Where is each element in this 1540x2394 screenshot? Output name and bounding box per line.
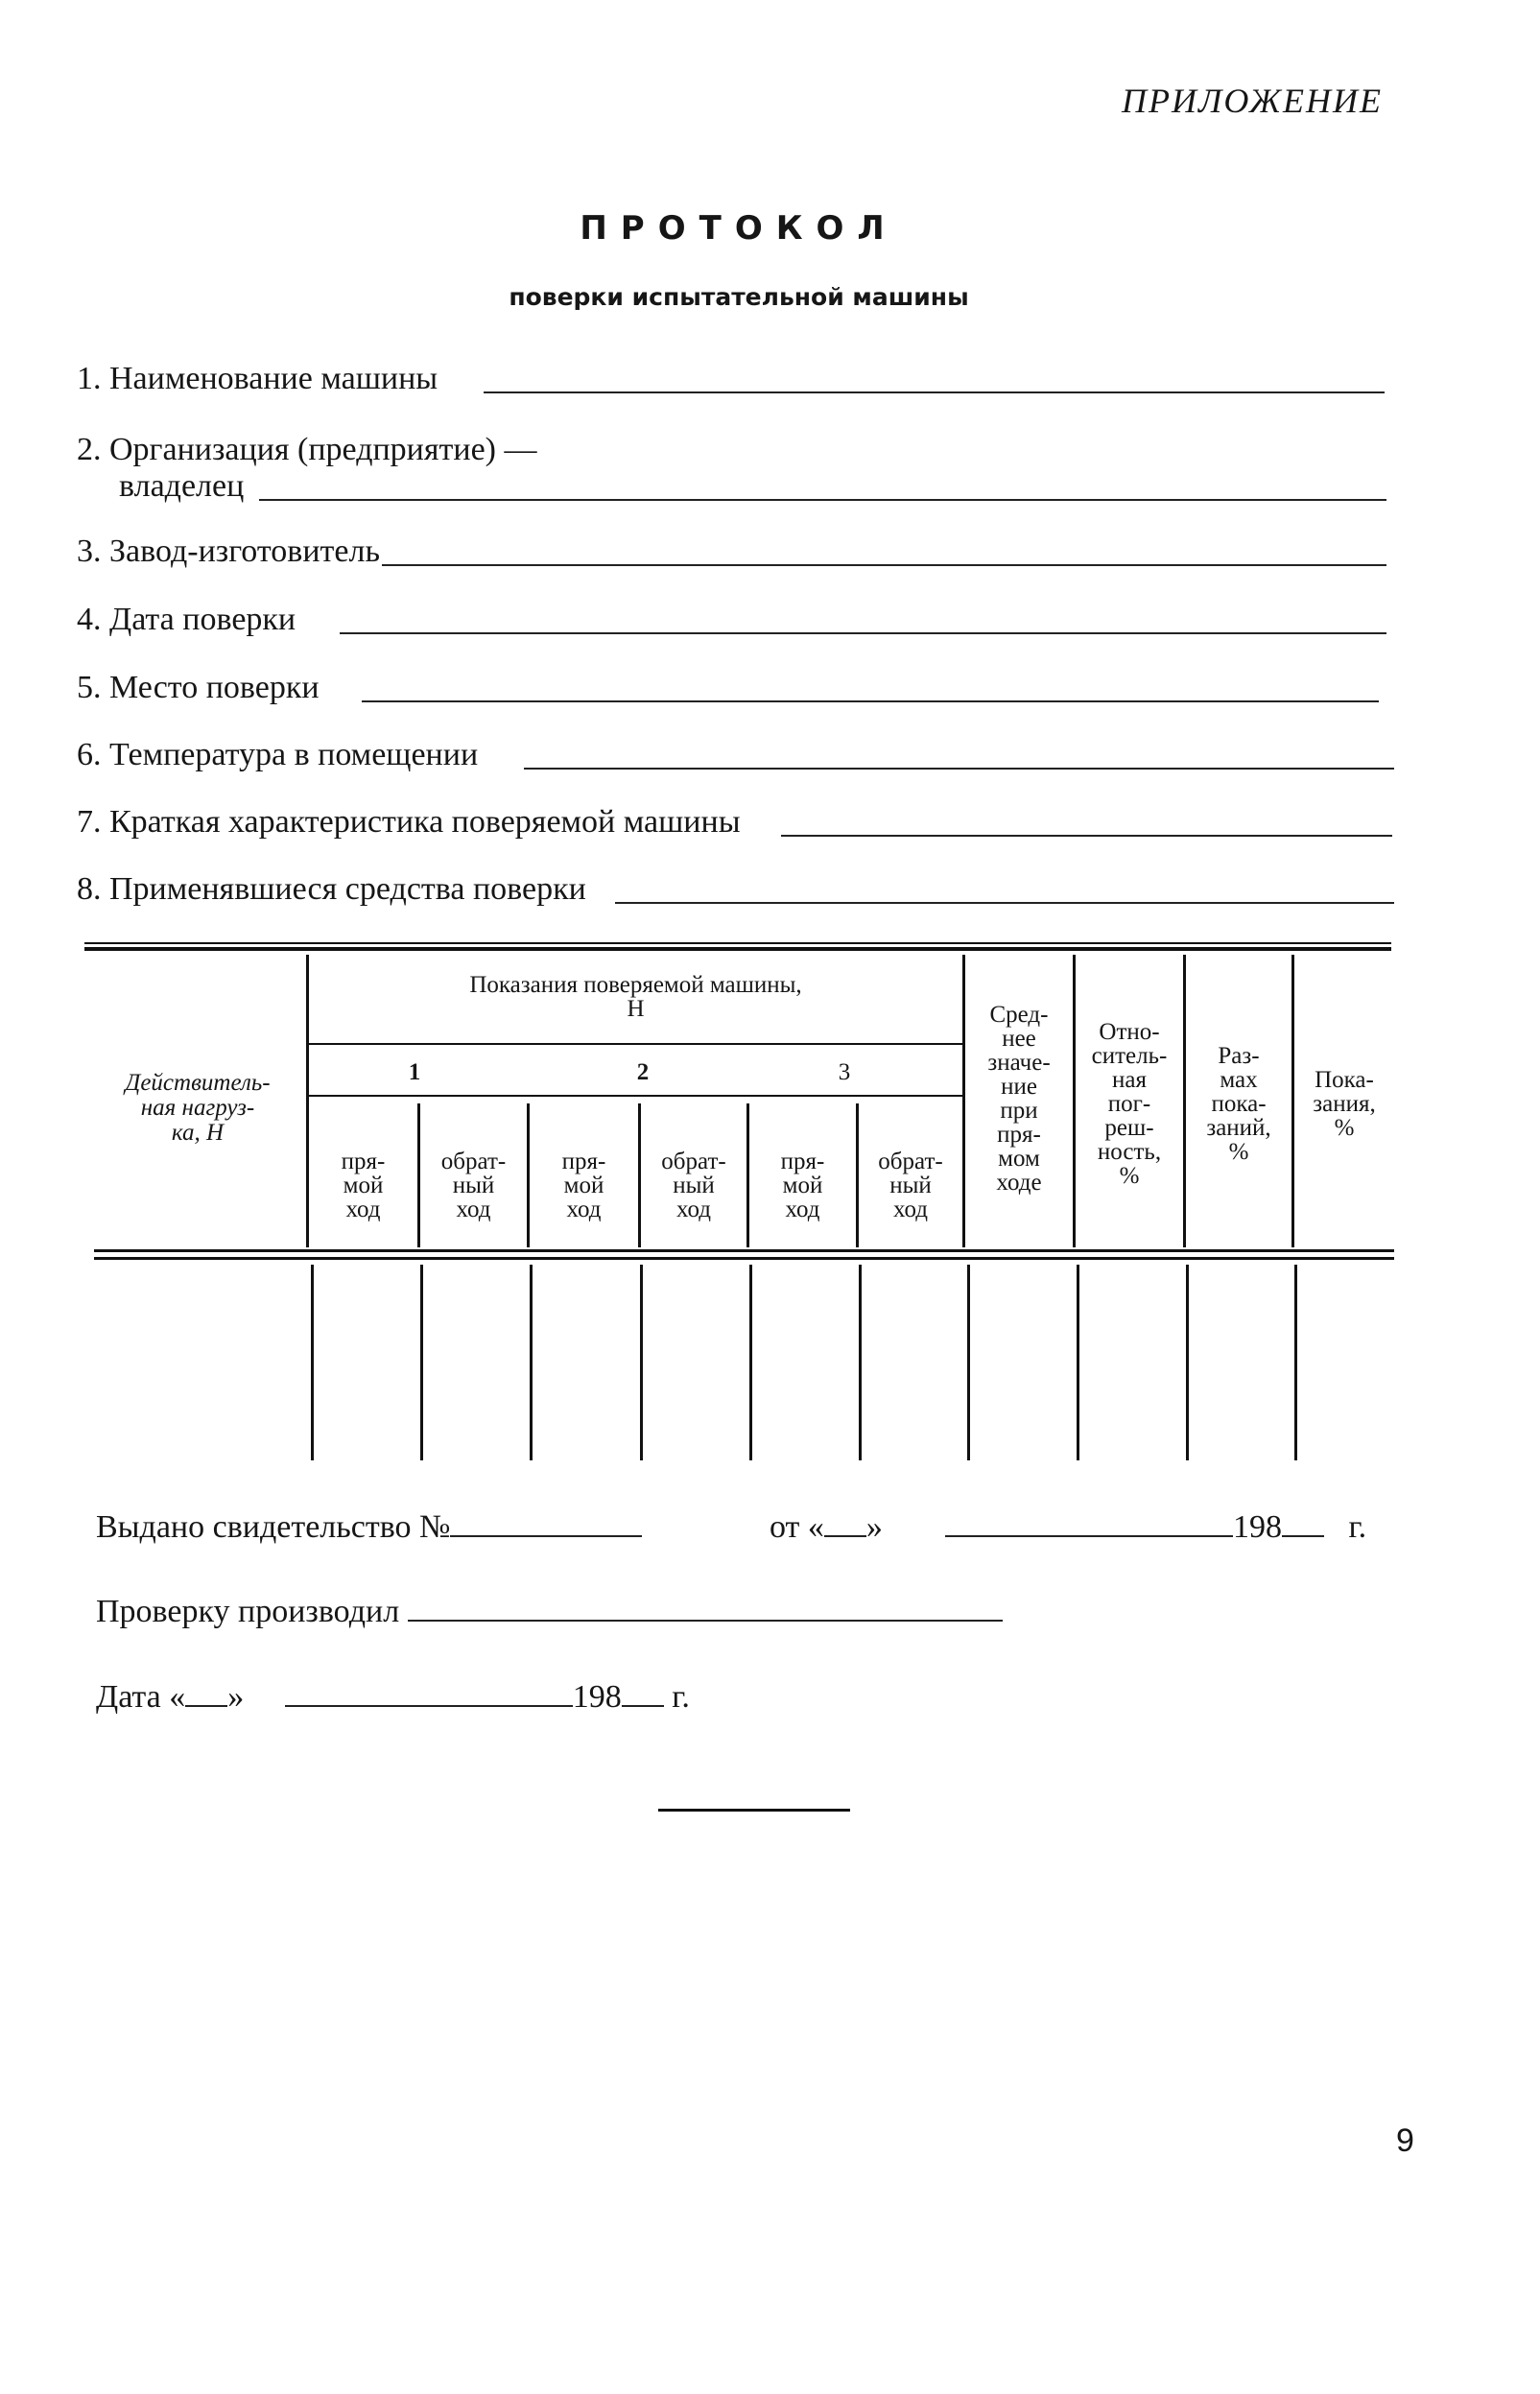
table-body-vline	[530, 1265, 533, 1460]
certificate-line[interactable]	[96, 1509, 642, 1546]
table-header-rule	[94, 1249, 1394, 1252]
from-label: от «	[770, 1509, 824, 1545]
field-label-cont: владелец	[119, 468, 245, 504]
table-hline	[309, 1095, 962, 1097]
field-label: 7. Краткая характеристика поверяемой машины	[77, 804, 741, 840]
table-top-rule	[84, 942, 1391, 944]
document-title: ПРОТОКОЛ	[580, 209, 898, 248]
field-room-temperature[interactable]	[77, 737, 1394, 773]
header-direct-2: пря- мой ход	[561, 1148, 606, 1222]
date-label: Дата «	[96, 1679, 186, 1715]
field-label: 8. Применявшиеся средства поверки	[77, 871, 586, 907]
from-close: »	[865, 1509, 883, 1545]
certificate-date[interactable]	[945, 1509, 1366, 1546]
certificate-label: Выдано свидетельство №	[96, 1509, 451, 1545]
field-label: 2. Организация (предприятие) —	[77, 432, 537, 467]
header-relative-error: Отно- ситель- ная пог- реш- ность, %	[1091, 1018, 1168, 1189]
field-organization[interactable]	[77, 432, 1386, 505]
header-direct-1: пря- мой ход	[341, 1148, 386, 1222]
checked-by-line[interactable]	[96, 1594, 1003, 1630]
header-mean-value: Сред- нее значе- ние при пря- мом ходе	[987, 1002, 1051, 1196]
header-direct-3: пря- мой ход	[780, 1148, 825, 1222]
header-subgroup-2: 2	[636, 1058, 650, 1085]
field-machine-characteristics[interactable]	[77, 804, 1392, 841]
date-line[interactable]	[96, 1679, 690, 1716]
table-hline	[309, 1043, 962, 1045]
field-label: 1. Наименование машины	[77, 361, 438, 396]
table-body-vline	[311, 1265, 314, 1460]
field-label: 4. Дата поверки	[77, 602, 296, 637]
field-label: 6. Температура в помещении	[77, 737, 479, 772]
year-suffix: г.	[672, 1679, 690, 1715]
year-label: 198	[1233, 1509, 1282, 1545]
table-body-vline	[967, 1265, 970, 1460]
page-number: 9	[1396, 2122, 1414, 2159]
table-body-vline	[640, 1265, 643, 1460]
year-suffix: г.	[1348, 1509, 1367, 1545]
appendix-label: ПРИЛОЖЕНИЕ	[1122, 82, 1383, 120]
table-body-vline	[859, 1265, 862, 1460]
table-body-vline	[1077, 1265, 1079, 1460]
field-machine-name[interactable]	[77, 361, 1385, 397]
header-range: Раз- мах пока- заний, %	[1206, 1042, 1271, 1165]
header-subgroup-3: 3	[838, 1058, 851, 1085]
header-reverse-2: обрат- ный ход	[661, 1148, 726, 1222]
field-check-place[interactable]	[77, 670, 1379, 706]
header-group-readings: Показания поверяемой машины, Н	[469, 972, 802, 1022]
table-body-vline	[1294, 1265, 1297, 1460]
field-label: 5. Место поверки	[77, 670, 320, 705]
field-check-date[interactable]	[77, 602, 1386, 638]
table-top-rule	[84, 947, 1391, 951]
field-label: 3. Завод-изготовитель	[77, 533, 380, 569]
field-verification-tools[interactable]	[77, 871, 1394, 908]
header-readings-percent: Пока- зания, %	[1313, 1066, 1376, 1141]
header-reverse-3: обрат- ный ход	[878, 1148, 943, 1222]
table-body-vline	[1186, 1265, 1189, 1460]
document-subtitle: поверки испытательной машины	[509, 283, 969, 311]
certificate-from[interactable]	[770, 1509, 883, 1546]
table-body-vline	[420, 1265, 423, 1460]
header-actual-load: Действитель- ная нагруз- ка, Н	[125, 1070, 271, 1146]
date-close: »	[227, 1679, 245, 1715]
table-header-rule	[94, 1257, 1394, 1260]
year-label: 198	[572, 1679, 622, 1715]
table-body-vline	[749, 1265, 752, 1460]
header-subgroup-1: 1	[408, 1058, 421, 1085]
closing-rule	[658, 1809, 850, 1812]
field-manufacturer[interactable]	[77, 533, 1386, 570]
header-reverse-1: обрат- ный ход	[440, 1148, 507, 1222]
checked-by-label: Проверку производил	[96, 1594, 400, 1629]
